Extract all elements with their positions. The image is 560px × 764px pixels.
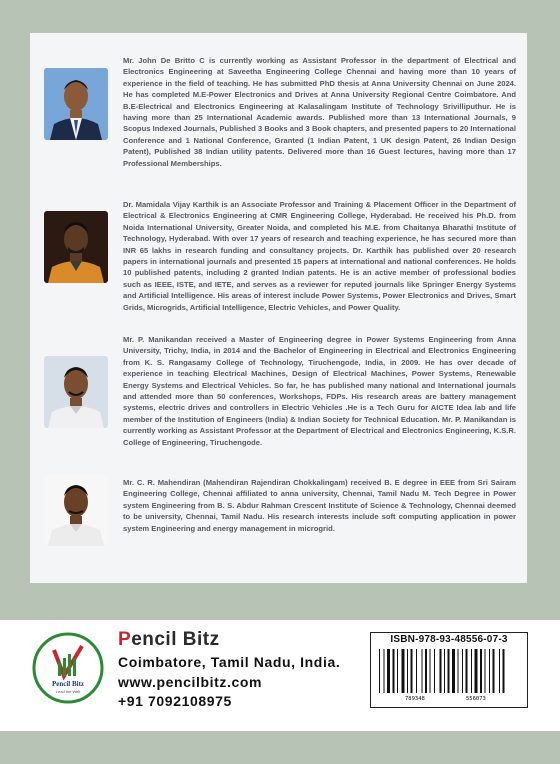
barcode-bar (493, 649, 495, 693)
barcode-bar (430, 649, 431, 693)
barcode-bar (480, 649, 482, 693)
author-photo-3 (44, 356, 108, 428)
publisher-name-rest: encil Bitz (131, 629, 220, 650)
barcode-bar (466, 649, 468, 693)
barcode-bar (397, 649, 398, 693)
barcode-bar (503, 649, 505, 693)
publisher-footer (0, 620, 560, 731)
author-photo-4 (44, 474, 108, 546)
barcode-bar (379, 649, 380, 693)
barcode-bar (444, 649, 445, 693)
barcode-bar (407, 649, 408, 693)
barcode-bar (485, 649, 486, 693)
publisher-name (118, 629, 220, 651)
publisher-location: Coimbatore, Tamil Nadu, India. (118, 654, 341, 670)
barcode-bar (448, 649, 450, 693)
bio-text-4: Mr. C. R. Mahendiran (Mahendiran Rajendiran Chokkalingam) received B. E degree in EEE from Sri Sairam Engineering College, Chennai affiliated to anna university, Chennai, Tamil Nadu M. Tech Degree in Power system Engineering from B. S. Abdur Rahman Crescent Institute of Science & Technology, Chennai deemed to be university, Chennai, Tamil Nadu. His research interests include soft computing application in power system Engineering and energy management in microgrid. (123, 478, 516, 533)
publisher-website[interactable]: www.pencilbitz.com (118, 674, 263, 690)
barcode-bar (499, 649, 500, 693)
barcode-digits-left: 789348 (405, 696, 425, 702)
barcode-bar (402, 649, 405, 693)
barcode-bar (387, 649, 390, 693)
barcode-digits-right: 556073 (466, 696, 486, 702)
barcode-bar (434, 649, 435, 693)
barcode-bar (425, 649, 427, 693)
publisher-name-initial: P (118, 629, 132, 650)
publisher-phone: +91 7092108975 (118, 693, 232, 709)
author-photo-1 (44, 68, 108, 140)
bottom-strip (0, 731, 560, 764)
barcode-bar (440, 649, 442, 693)
barcode-bar (384, 649, 385, 693)
isbn-barcode-box (370, 632, 528, 708)
bio-text-2: Dr. Mamidala Vijay Karthik is an Associate Professor and Training & Placement Officer in the Department of Electrical & Electronics Engineering at CMR Engineering College, Hyderabad. He received his Ph.D. from Noida International University, Greater Noida, and completed his M.E. from Chaitanya Bharathi Institute of Technology, Hyderabad. With over 17 years of research and teaching experience, he has secured more than INR 65 lakhs in research funding and consultancy projects. Dr. Karthik has published over 20 research papers in international journals and presented 15 papers at international and national conferences. He holds 10 published patents, including 2 granted Indian patents. He is an active member of professional bodies such as IEEE, ISTE, and IETE, and serves as a reviewer for reputed journals like Springer Energy Systems and Artificial Intelligence. His areas of interest include Power Systems, Power Electronics and Drives, Smart Grids, Microgrids, Artificial Intelligence, Electric Vehicles, and Power Quality. (123, 200, 516, 312)
barcode-bar (458, 649, 459, 693)
logo-name: Pencil Bitz (51, 680, 85, 688)
pencil-bitz-logo (32, 632, 104, 704)
author-photo-2 (44, 211, 108, 283)
logo-tagline: Lead the Well (55, 689, 81, 694)
author-bios-panel (30, 33, 527, 583)
barcode-bar (462, 649, 463, 693)
barcode-bar (452, 649, 455, 693)
barcode-bar (393, 649, 395, 693)
barcode-bar (411, 649, 413, 693)
barcode-bar (416, 649, 417, 693)
barcode (377, 649, 521, 695)
barcode-bar (471, 649, 472, 693)
barcode-bar (422, 649, 423, 693)
barcode-bar (475, 649, 478, 693)
barcode-bar (489, 649, 490, 693)
bio-text-3: Mr. P. Manikandan received a Master of Engineering degree in Power Systems Engineering from Anna University, Trichy, India, in 2014 and the Bachelor of Engineering in Electrical and Electronics Engineering from K. S. Rangasamy College of Technology, Tiruchengode, India, in 2009. He has over decade of experience in teaching Electrical Machines, Design of Electrical Machines, Power Systems, Renewable Energy Systems and Electrical Vehicles. So far, he has published many national and International journals and attended more than 50 conferences, Workshops, FDPs. His research areas are battery management systems, electric drives and controllers in Electric Vehicles .He is a Tech Guru for AICTE Idea lab and life member of the Institution of Engineers (India) & Indian Society for Technical Education. Mr. P. Manikandan is currently working as Assistant Professor at the Department of Electrical and Electronics Engineering, K.S.R. College of Engineering, Tiruchengode. (123, 335, 516, 447)
isbn-number: ISBN-978-93-48556-07-3 (390, 634, 508, 645)
bio-text-1: Mr. John De Britto C is currently working as Assistant Professor in the department of Electrical and Electronics Engineering at Saveetha Engineering College Chennai and having more than 10 years of experience in the field of teaching. He has submitted PhD thesis at Anna University Chennai on June 2024. He has completed M.E-Power Electronics and Drives at Anna University Regional Centre Coimbatore. And B.E-Electrical and Electronics Engineering at Kalasalingam Institute of Technology Srivilliputhur. He is having more than 25 International Academic awards. Published more than 13 International Journals, 9 Scopus Indexed Journals, Published 3 Books and 3 Book chapters, and presented papers to 20 International Conference and 1 National Conference, Granted (1 Indian Patent, 1 UK design Patent, 26 Indian Design Patent), Published 38 Indian utility patents. Delivered more than 16 Guest lectures, having more than 17 Professional Memberships. (123, 56, 516, 168)
